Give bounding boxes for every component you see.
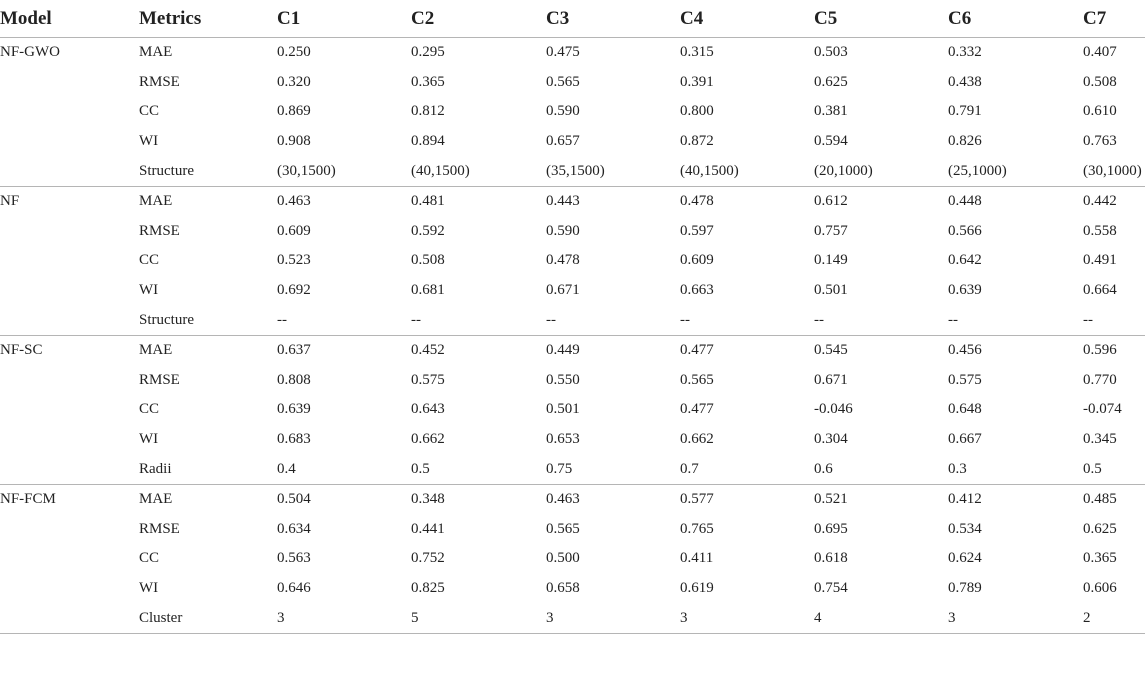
model-cell [0,574,139,604]
value-cell: (30,1500) [277,156,411,186]
metric-cell: Structure [139,156,277,186]
value-cell: 0.448 [948,193,982,210]
value-cell: 0.872 [680,133,714,150]
metric-cell: Structure [139,305,277,335]
value-cell: 2 [1083,603,1145,633]
model-cell [0,366,139,396]
value-cell: 0.456 [948,342,982,359]
value-cell: 0.619 [680,579,714,596]
value-cell: 0.639 [948,282,982,299]
value-cell: (40,1500) [411,156,546,186]
value-cell: 0.475 [546,44,580,61]
value-cell: 0.752 [411,550,445,567]
table-row [0,97,1145,127]
value-cell: 0.639 [277,401,311,418]
metric-cell: WI [139,133,159,150]
value-cell: 0.332 [948,44,982,61]
table-row [0,217,1145,247]
model-cell: NF [0,193,20,210]
column-header: C1 [277,0,411,38]
value-cell: 0.478 [680,193,714,210]
value-cell: 3 [277,603,411,633]
value-cell: 0.4 [277,454,411,484]
value-cell: 0.643 [411,401,445,418]
table-row [0,544,1145,574]
table-row [0,127,1145,157]
value-cell: 0.477 [680,401,714,418]
table-row [0,38,1145,68]
value-cell: 0.610 [1083,103,1117,120]
value-cell: 0.789 [948,579,982,596]
value-cell: 0.295 [411,44,445,61]
column-header: Metrics [139,0,277,38]
table-row [0,246,1145,276]
value-cell: 0.692 [277,282,311,299]
value-cell: 0.391 [680,73,714,90]
value-cell: 0.664 [1083,282,1117,299]
column-header: Model [0,0,139,38]
value-cell: 0.894 [411,133,445,150]
column-header: C7 [1083,0,1145,38]
table-row [0,305,1145,335]
value-cell: (40,1500) [680,156,814,186]
metric-cell: MAE [139,342,173,359]
value-cell: -- [411,305,546,335]
table-row [0,156,1145,186]
column-header: C3 [546,0,680,38]
value-cell: 0.618 [814,550,848,567]
model-cell [0,515,139,545]
metric-cell: RMSE [139,222,180,239]
value-cell: 0.826 [948,133,982,150]
table-header [0,0,1145,38]
value-cell: 0.646 [277,579,311,596]
value-cell: 0.411 [680,550,714,567]
value-cell: 0.501 [814,282,848,299]
value-cell: 0.563 [277,550,311,567]
value-cell: 0.3 [948,454,1083,484]
value-cell: 3 [546,603,680,633]
model-cell [0,276,139,306]
table-row [0,335,1145,365]
value-cell: 0.597 [680,222,714,239]
value-cell: 0.504 [277,491,311,508]
value-cell: 0.565 [546,73,580,90]
model-cell [0,246,139,276]
value-cell: 0.757 [814,222,848,239]
value-cell: 0.558 [1083,222,1117,239]
value-cell: 0.612 [814,193,848,210]
value-cell: 0.681 [411,282,445,299]
value-cell: 0.765 [680,520,714,537]
value-cell: 0.596 [1083,342,1117,359]
value-cell: 0.653 [546,431,580,448]
model-cell [0,156,139,186]
value-cell: 5 [411,603,546,633]
value-cell: 0.304 [814,431,848,448]
model-cell [0,603,139,633]
value-cell: -0.074 [1083,401,1122,418]
value-cell: 0.6 [814,454,948,484]
table-row [0,395,1145,425]
metric-cell: CC [139,550,160,567]
value-cell: 0.381 [814,103,848,120]
value-cell: 0.365 [1083,550,1117,567]
metric-cell: RMSE [139,520,180,537]
value-cell: 0.442 [1083,193,1117,210]
value-cell: (30,1000) [1083,156,1145,186]
table-row [0,484,1145,514]
value-cell: 0.908 [277,133,311,150]
value-cell: 0.592 [411,222,445,239]
value-cell: 0.671 [546,282,580,299]
value-cell: 0.657 [546,133,580,150]
value-cell: -- [546,305,680,335]
model-cell [0,217,139,247]
value-cell: 0.869 [277,103,311,120]
value-cell: 0.606 [1083,579,1117,596]
value-cell: -- [277,305,411,335]
value-cell: 0.565 [680,371,714,388]
value-cell: 0.683 [277,431,311,448]
value-cell: 0.523 [277,252,311,269]
column-header: C4 [680,0,814,38]
value-cell: 0.250 [277,44,311,61]
value-cell: 0.648 [948,401,982,418]
value-cell: -- [680,305,814,335]
value-cell: 0.365 [411,73,445,90]
table-row [0,68,1145,98]
table-row [0,454,1145,484]
model-cell [0,454,139,484]
value-cell: 0.491 [1083,252,1117,269]
value-cell: 0.663 [680,282,714,299]
value-cell: 0.508 [411,252,445,269]
value-cell: 0.590 [546,222,580,239]
value-cell: 0.5 [411,454,546,484]
value-cell: 0.662 [680,431,714,448]
value-cell: 0.634 [277,520,311,537]
value-cell: 0.825 [411,579,445,596]
value-cell: 0.545 [814,342,848,359]
value-cell: (20,1000) [814,156,948,186]
value-cell: 0.407 [1083,44,1117,61]
value-cell: 0.478 [546,252,580,269]
value-cell: (35,1500) [546,156,680,186]
metric-cell: CC [139,252,160,269]
value-cell: 0.443 [546,193,580,210]
value-cell: 0.770 [1083,371,1117,388]
value-cell: 0.590 [546,103,580,120]
value-cell: 0.534 [948,520,982,537]
value-cell: 0.575 [411,371,445,388]
value-cell: 0.485 [1083,491,1117,508]
column-header: C6 [948,0,1083,38]
metric-cell: WI [139,431,159,448]
value-cell: 0.662 [411,431,445,448]
value-cell: 0.624 [948,550,982,567]
value-cell: 0.671 [814,371,848,388]
column-header: C5 [814,0,948,38]
value-cell: 0.658 [546,579,580,596]
table-row [0,186,1145,216]
value-cell: 0.575 [948,371,982,388]
value-cell: 0.477 [680,342,714,359]
value-cell: 0.508 [1083,73,1117,90]
metric-cell: Cluster [139,603,277,633]
value-cell: 0.565 [546,520,580,537]
metric-cell: MAE [139,44,173,61]
value-cell: 0.5 [1083,454,1145,484]
value-cell: 0.345 [1083,431,1117,448]
model-cell: NF-GWO [0,44,60,61]
table-row [0,425,1145,455]
value-cell: 0.642 [948,252,982,269]
value-cell: 0.625 [1083,520,1117,537]
table-row [0,515,1145,545]
metric-cell: MAE [139,491,173,508]
value-cell: 0.7 [680,454,814,484]
model-cell [0,425,139,455]
value-cell: -- [814,305,948,335]
value-cell: 0.521 [814,491,848,508]
value-cell: 0.577 [680,491,714,508]
value-cell: 0.800 [680,103,714,120]
value-cell: 0.75 [546,454,680,484]
metric-cell: MAE [139,193,173,210]
value-cell: 0.609 [680,252,714,269]
metric-cell: CC [139,103,160,120]
value-cell: 0.438 [948,73,982,90]
table-row [0,366,1145,396]
value-cell: 0.315 [680,44,714,61]
value-cell: 0.452 [411,342,445,359]
value-cell: 0.463 [546,491,580,508]
model-cell [0,544,139,574]
model-cell [0,97,139,127]
value-cell: 0.667 [948,431,982,448]
metric-cell: RMSE [139,73,180,90]
column-header: C2 [411,0,546,38]
metric-cell: CC [139,401,160,418]
value-cell: 0.500 [546,550,580,567]
value-cell: 0.320 [277,73,311,90]
value-cell: 0.463 [277,193,311,210]
metric-cell: Radii [139,454,277,484]
model-cell: NF-SC [0,342,43,359]
value-cell: 0.412 [948,491,982,508]
model-cell: NF-FCM [0,491,56,508]
value-cell: 0.481 [411,193,445,210]
table-row [0,603,1145,633]
value-cell: 0.695 [814,520,848,537]
value-cell: 0.808 [277,371,311,388]
metric-cell: WI [139,579,159,596]
value-cell: 0.348 [411,491,445,508]
table-body [0,38,1145,634]
value-cell: 0.149 [814,252,848,269]
value-cell: (25,1000) [948,156,1083,186]
value-cell: 0.503 [814,44,848,61]
table-row [0,276,1145,306]
metric-cell: RMSE [139,371,180,388]
header-row [0,0,1145,38]
value-cell: 0.754 [814,579,848,596]
value-cell: 4 [814,603,948,633]
value-cell: 0.594 [814,133,848,150]
value-cell: 0.791 [948,103,982,120]
metric-cell: WI [139,282,159,299]
value-cell: 3 [680,603,814,633]
value-cell: 0.609 [277,222,311,239]
value-cell: 0.625 [814,73,848,90]
model-cell [0,395,139,425]
value-cell: 0.501 [546,401,580,418]
value-cell: -0.046 [814,401,853,418]
value-cell: -- [1083,305,1145,335]
model-cell [0,68,139,98]
value-cell: 0.637 [277,342,311,359]
model-cell [0,305,139,335]
value-cell: 0.812 [411,103,445,120]
model-cell [0,127,139,157]
value-cell: 0.550 [546,371,580,388]
value-cell: 0.763 [1083,133,1117,150]
value-cell: 3 [948,603,1083,633]
value-cell: 0.441 [411,520,445,537]
value-cell: 0.449 [546,342,580,359]
value-cell: 0.566 [948,222,982,239]
value-cell: -- [948,305,1083,335]
table-row [0,574,1145,604]
